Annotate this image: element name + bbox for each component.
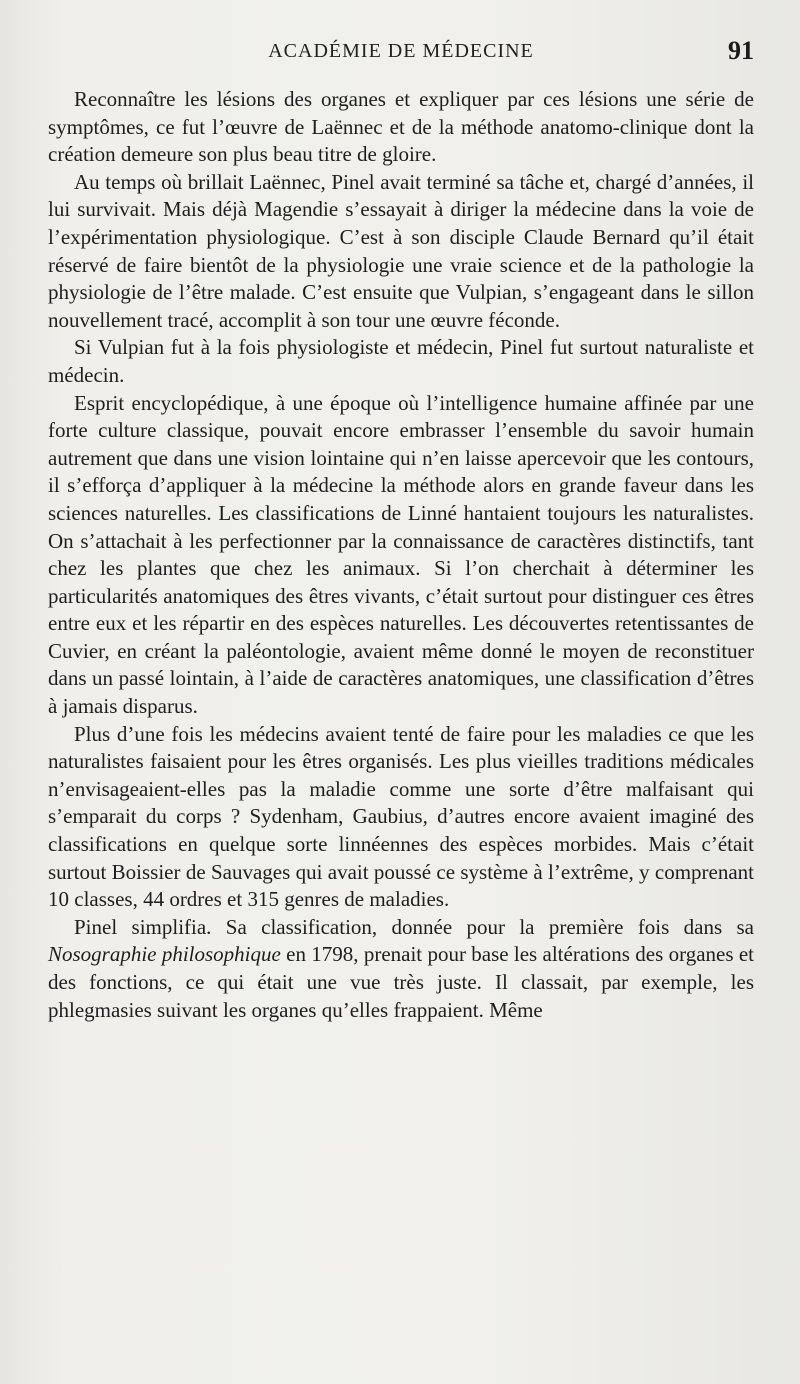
body-text	[48, 86, 754, 1024]
page-number: 91	[728, 36, 754, 65]
paragraph-vulpian: Si Vulpian fut à la fois physiologiste et médecin, Pinel fut surtout naturaliste et médecin.	[48, 335, 754, 387]
paragraph-text-after: en 1798, prenait pour base les altérations des organes et des fonctions, ce qui était une vue très juste. Il classait, par exemple, les phlegmasies suivant les organes qu’elles frappaient. Même	[48, 942, 754, 1022]
running-head	[48, 0, 754, 86]
paragraph-laennec: Reconnaître les lésions des organes et expliquer par ces lésions une série de symptômes, ce fut l’œuvre de Laënnec et de la méthode anatomo-clinique dont la création demeure son plus beau titre de gloire.	[48, 87, 754, 167]
paragraph-sauvages: Plus d’une fois les médecins avaient tenté de faire pour les maladies ce que les naturalistes faisaient pour les êtres organisés. Les plus vieilles traditions médicales n’envisageaient-elles pas la maladie comme une sorte d’être malfaisant qui s’emparait du corps ? Sydenham, Gaubius, d’autres encore avaient imaginé des classifications en quelque sorte linnéennes des espèces morbides. Mais c’était surtout Boissier de Sauvages qui avait poussé ce système à l’extrême, y comprenant 10 classes, 44 ordres et 315 genres de maladies.	[48, 721, 754, 912]
paragraph-text-before: Pinel simplifia. Sa classification, donnée pour la première fois dans sa	[74, 914, 754, 939]
paragraph-linne: Esprit encyclopédique, à une époque où l’intelligence humaine affinée par une forte culture classique, pouvait encore embrasser l’ensemble du savoir humain autrement que dans une vision lointaine qui n’en laisse apercevoir que les contours, il s’efforça d’appliquer à la médecine la méthode alors en grande faveur dans les sciences naturelles. Les classifications de Linné hantaient toujours les naturalistes. On s’attachait à les perfectionner par la connaissance de caractères distinctifs, tant chez les plantes que chez les animaux. Si l’on cherchait à déterminer les particularités anatomiques des êtres vivants, c’était surtout pour distinguer ces êtres entre eux et les répartir en des espèces naturelles. Les découvertes retentissantes de Cuvier, en créant la paléontologie, avaient même donné le moyen de reconstituer dans un passé lointain, à l’aide de caractères anatomiques, une classification d’êtres à jamais disparus.	[48, 390, 754, 719]
paragraph-nosographie	[48, 914, 754, 1024]
book-title: Nosographie philosophique	[48, 942, 281, 967]
running-title: ACADÉMIE DE MÉDECINE	[268, 40, 534, 62]
paragraph-magendie: Au temps où brillait Laënnec, Pinel avait terminé sa tâche et, chargé d’années, il lui survivait. Mais déjà Magendie s’essayait à diriger la médecine dans la voie de l’expérimentation physiologique. C’est à son disciple Claude Bernard qu’il était réservé de faire bientôt de la physiologie une vraie science et de la pathologie la physiologie de l’être malade. C’est ensuite que Vulpian, s’engageant dans le sillon nouvellement tracé, accomplit à son tour une œuvre féconde.	[48, 169, 754, 332]
